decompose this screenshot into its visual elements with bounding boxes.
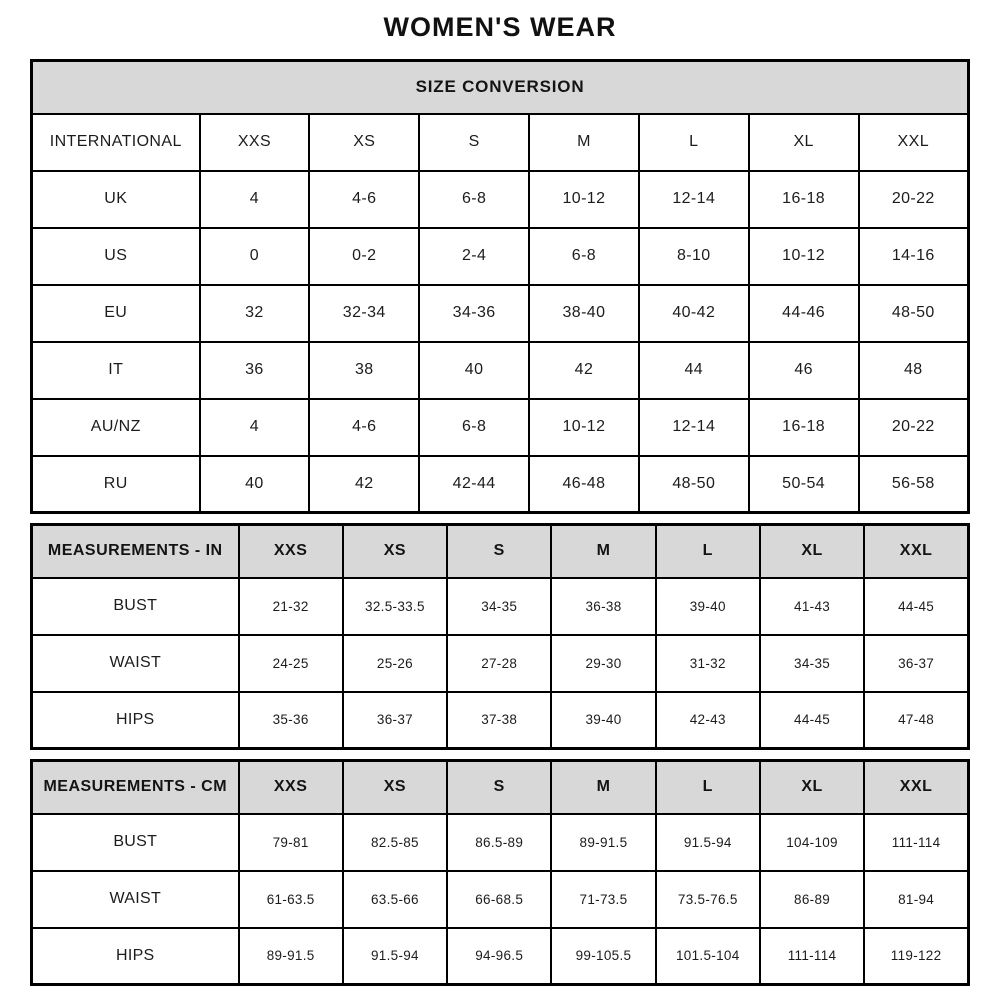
row-label: BUST [32, 578, 239, 635]
row-label: HIPS [32, 928, 239, 985]
table-cell: 20-22 [859, 171, 969, 228]
table-cell: 91.5-94 [656, 814, 760, 871]
table-cell: 4-6 [309, 171, 419, 228]
table-cell: 48-50 [639, 456, 749, 513]
table-cell: 14-16 [859, 228, 969, 285]
table-row [32, 692, 969, 749]
column-header: XS [309, 114, 419, 171]
table-row [32, 928, 969, 985]
table-row [32, 342, 969, 399]
column-header: M [551, 525, 655, 578]
table-cell: 50-54 [749, 456, 859, 513]
column-header: XL [760, 525, 864, 578]
column-header: INTERNATIONAL [32, 114, 200, 171]
size-chart-page [30, 0, 970, 986]
column-header: XL [749, 114, 859, 171]
table-row [32, 171, 969, 228]
table-cell: 44-45 [760, 692, 864, 749]
table-cell: 82.5-85 [343, 814, 447, 871]
table-cell: 35-36 [239, 692, 343, 749]
table-cell: 16-18 [749, 171, 859, 228]
table-cell: 20-22 [859, 399, 969, 456]
measurements-in-table [30, 523, 970, 750]
table-title: MEASUREMENTS - CM [32, 761, 239, 814]
table-header-row [32, 114, 969, 171]
table-cell: 66-68.5 [447, 871, 551, 928]
table-row [32, 399, 969, 456]
table-cell: 41-43 [760, 578, 864, 635]
table-cell: 91.5-94 [343, 928, 447, 985]
table-cell: 2-4 [419, 228, 529, 285]
table-cell: 12-14 [639, 171, 749, 228]
table-row [32, 635, 969, 692]
column-header: XXS [239, 525, 343, 578]
column-header: XS [343, 761, 447, 814]
table-header-row [32, 761, 969, 814]
table-cell: 32-34 [309, 285, 419, 342]
size-conversion-table [30, 59, 970, 514]
table-cell: 4 [200, 171, 310, 228]
column-header: M [529, 114, 639, 171]
table-cell: 89-91.5 [551, 814, 655, 871]
table-cell: 32 [200, 285, 310, 342]
table-cell: 24-25 [239, 635, 343, 692]
table-cell: 25-26 [343, 635, 447, 692]
table-cell: 34-35 [447, 578, 551, 635]
table-cell: 81-94 [864, 871, 968, 928]
table-cell: 46 [749, 342, 859, 399]
table-cell: 101.5-104 [656, 928, 760, 985]
column-header: S [419, 114, 529, 171]
table-cell: 48 [859, 342, 969, 399]
table-cell: 48-50 [859, 285, 969, 342]
row-label: BUST [32, 814, 239, 871]
table-banner-row [32, 61, 969, 114]
table-cell: 71-73.5 [551, 871, 655, 928]
table-cell: 21-32 [239, 578, 343, 635]
table-cell: 42-43 [656, 692, 760, 749]
table-cell: 0 [200, 228, 310, 285]
table-row [32, 285, 969, 342]
table-cell: 111-114 [760, 928, 864, 985]
page-title: WOMEN'S WEAR [383, 12, 617, 42]
row-label: HIPS [32, 692, 239, 749]
row-label: WAIST [32, 635, 239, 692]
table-cell: 6-8 [419, 399, 529, 456]
table-cell: 99-105.5 [551, 928, 655, 985]
table-row [32, 228, 969, 285]
table-cell: 111-114 [864, 814, 968, 871]
row-label: AU/NZ [32, 399, 200, 456]
table-cell: 16-18 [749, 399, 859, 456]
table-cell: 31-32 [656, 635, 760, 692]
table-cell: 32.5-33.5 [343, 578, 447, 635]
table-cell: 40 [200, 456, 310, 513]
table-cell: 42 [529, 342, 639, 399]
table-cell: 73.5-76.5 [656, 871, 760, 928]
column-header: XXS [200, 114, 310, 171]
table-cell: 10-12 [749, 228, 859, 285]
table-row [32, 578, 969, 635]
column-header: XXL [864, 761, 968, 814]
row-label: US [32, 228, 200, 285]
column-header: XS [343, 525, 447, 578]
measurements-cm-table [30, 759, 970, 986]
table-cell: 94-96.5 [447, 928, 551, 985]
column-header: L [656, 525, 760, 578]
table-header-row [32, 525, 969, 578]
table-cell: 42-44 [419, 456, 529, 513]
row-label: RU [32, 456, 200, 513]
table-cell: 61-63.5 [239, 871, 343, 928]
column-header: XXL [859, 114, 969, 171]
row-label: UK [32, 171, 200, 228]
table-cell: 46-48 [529, 456, 639, 513]
table-cell: 34-36 [419, 285, 529, 342]
table-cell: 36-38 [551, 578, 655, 635]
table-cell: 63.5-66 [343, 871, 447, 928]
row-label: IT [32, 342, 200, 399]
table-cell: 4 [200, 399, 310, 456]
table-cell: 0-2 [309, 228, 419, 285]
table-cell: 104-109 [760, 814, 864, 871]
table-cell: 44-46 [749, 285, 859, 342]
row-label: WAIST [32, 871, 239, 928]
column-header: S [447, 525, 551, 578]
column-header: S [447, 761, 551, 814]
table-cell: 36-37 [343, 692, 447, 749]
table-cell: 39-40 [656, 578, 760, 635]
table-row [32, 456, 969, 513]
table-cell: 38-40 [529, 285, 639, 342]
table-cell: 38 [309, 342, 419, 399]
column-header: L [639, 114, 749, 171]
table-row [32, 814, 969, 871]
table-cell: 40 [419, 342, 529, 399]
table-cell: 56-58 [859, 456, 969, 513]
table-cell: 79-81 [239, 814, 343, 871]
table-cell: 44 [639, 342, 749, 399]
table-cell: 40-42 [639, 285, 749, 342]
table-cell: 12-14 [639, 399, 749, 456]
table-cell: 36-37 [864, 635, 968, 692]
table-title: MEASUREMENTS - IN [32, 525, 239, 578]
table-cell: 39-40 [551, 692, 655, 749]
table-cell: 89-91.5 [239, 928, 343, 985]
table-cell: 119-122 [864, 928, 968, 985]
table-title: SIZE CONVERSION [32, 61, 969, 114]
table-cell: 6-8 [419, 171, 529, 228]
column-header: XXL [864, 525, 968, 578]
table-cell: 47-48 [864, 692, 968, 749]
table-cell: 10-12 [529, 399, 639, 456]
column-header: XXS [239, 761, 343, 814]
column-header: M [551, 761, 655, 814]
column-header: L [656, 761, 760, 814]
column-header: XL [760, 761, 864, 814]
table-cell: 4-6 [309, 399, 419, 456]
table-cell: 27-28 [447, 635, 551, 692]
row-label: EU [32, 285, 200, 342]
table-cell: 86-89 [760, 871, 864, 928]
table-cell: 10-12 [529, 171, 639, 228]
table-row [32, 871, 969, 928]
table-cell: 6-8 [529, 228, 639, 285]
table-cell: 42 [309, 456, 419, 513]
table-cell: 34-35 [760, 635, 864, 692]
table-cell: 8-10 [639, 228, 749, 285]
table-cell: 37-38 [447, 692, 551, 749]
table-cell: 29-30 [551, 635, 655, 692]
table-cell: 44-45 [864, 578, 968, 635]
table-cell: 36 [200, 342, 310, 399]
table-cell: 86.5-89 [447, 814, 551, 871]
